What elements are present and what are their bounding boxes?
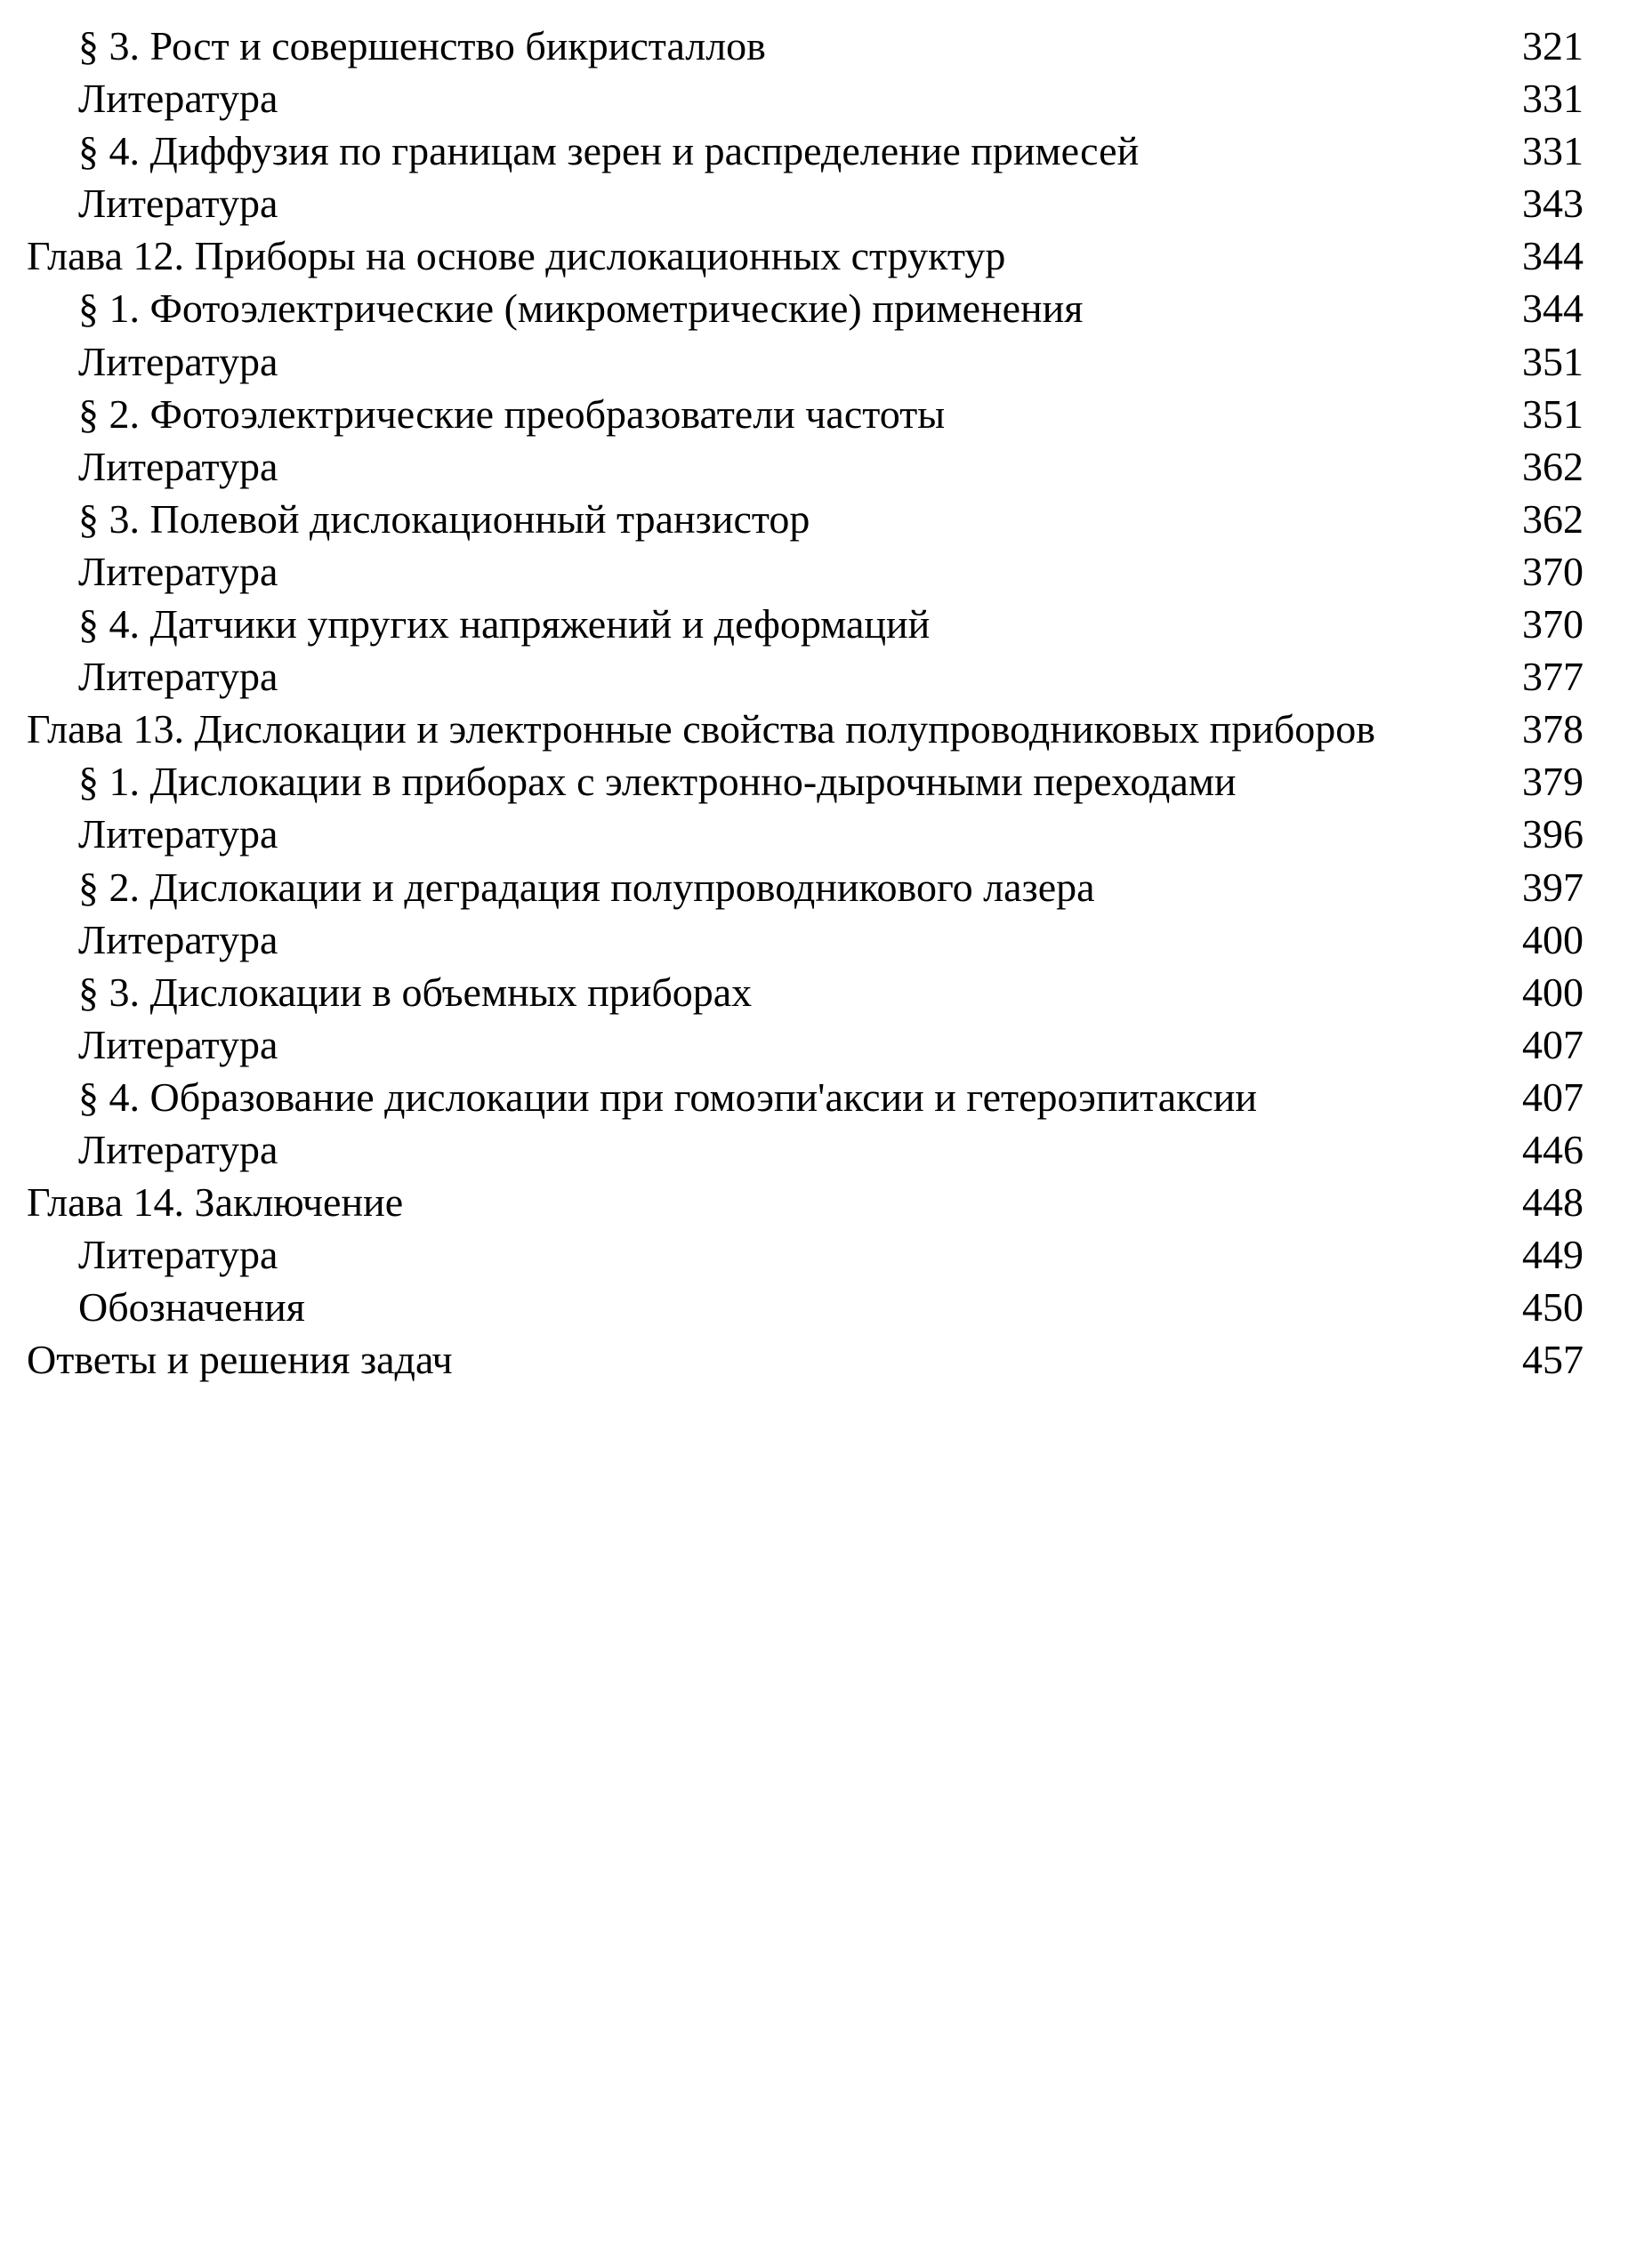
toc-entry-page: 378 (1522, 706, 1584, 752)
toc-entry-title: Литература (78, 181, 278, 227)
toc-entry-page: 446 (1522, 1126, 1584, 1172)
toc-entry-chapter (27, 229, 1584, 282)
toc-entry-title: Глава 13. Дислокации и электронные свойства полупроводниковых приборов (27, 706, 1375, 752)
toc-entry-page: 400 (1522, 916, 1584, 962)
toc-entry-references (27, 177, 1584, 229)
toc-entry-page: 321 (1522, 23, 1584, 68)
toc-entry-references (27, 650, 1584, 703)
toc-entry-title: § 2. Дислокации и деградация полупроводникового лазера (78, 864, 1095, 910)
toc-entry-references (27, 1018, 1584, 1071)
toc-entry-page: 331 (1522, 76, 1584, 122)
toc-entry-page: 379 (1522, 759, 1584, 805)
toc-entry-title: Литература (78, 654, 278, 700)
toc-entry-page: 344 (1522, 233, 1584, 279)
toc-entry-title: Литература (78, 1021, 278, 1067)
toc-entry-section (27, 966, 1584, 1018)
toc-entry-page: 351 (1522, 390, 1584, 437)
toc-entry-section (27, 1071, 1584, 1123)
toc-entry-section (27, 20, 1584, 72)
toc-entry-page: 370 (1522, 548, 1584, 594)
toc-entry-page: 449 (1522, 1232, 1584, 1278)
toc-entry-title: § 3. Полевой дислокационный транзистор (78, 495, 810, 542)
toc-entry-page: 407 (1522, 1074, 1584, 1120)
toc-entry-section (27, 598, 1584, 650)
toc-entry-title: Ответы и решения задач (27, 1337, 453, 1383)
toc-entry-title: § 4. Образование дислокации при гомоэпи'аксии и гетероэпитаксии (78, 1074, 1258, 1120)
toc-entry-title: § 4. Датчики упругих напряжений и деформаций (78, 601, 931, 647)
toc-entry-title: Обозначения (78, 1284, 305, 1331)
toc-entry-page: 370 (1522, 601, 1584, 647)
toc-entry-page: 448 (1522, 1179, 1584, 1226)
toc-entry-title: Глава 14. Заключение (27, 1179, 404, 1226)
toc-entry-title: § 4. Диффузия по границам зерен и распределение примесей (78, 128, 1140, 174)
toc-entry-section (27, 493, 1584, 545)
toc-entry-references (27, 440, 1584, 493)
toc-entry-references (27, 1123, 1584, 1176)
toc-entry-page: 407 (1522, 1021, 1584, 1067)
toc-entry-page: 344 (1522, 286, 1584, 332)
toc-entry-title: Литература (78, 811, 278, 857)
toc-entry-title: Литература (78, 1126, 278, 1172)
table-of-contents (27, 20, 1584, 1386)
toc-entry-title: Литература (78, 338, 278, 384)
toc-entry-page: 400 (1522, 969, 1584, 1015)
toc-entry-title: Литература (78, 76, 278, 122)
toc-entry-title: Литература (78, 916, 278, 962)
toc-entry-page: 331 (1522, 128, 1584, 174)
toc-entry-chapter (27, 703, 1584, 755)
toc-entry-page: 397 (1522, 864, 1584, 910)
toc-entry-section (27, 861, 1584, 913)
toc-entry-page: 343 (1522, 181, 1584, 227)
toc-entry-answers (27, 1333, 1584, 1386)
toc-entry-references (27, 808, 1584, 860)
toc-entry-page: 396 (1522, 811, 1584, 857)
toc-entry-title: § 3. Рост и совершенство бикристаллов (78, 23, 766, 68)
toc-entry-section (27, 282, 1584, 334)
toc-entry-references (27, 913, 1584, 966)
toc-entry-references (27, 335, 1584, 388)
toc-entry-title: § 1. Фотоэлектрические (микрометрические) применения (78, 286, 1084, 332)
toc-entry-references (27, 72, 1584, 125)
toc-entry-page: 377 (1522, 654, 1584, 700)
toc-entry-section (27, 125, 1584, 177)
toc-entry-references (27, 545, 1584, 598)
toc-entry-page: 351 (1522, 338, 1584, 384)
toc-entry-section (27, 755, 1584, 808)
toc-entry-page: 450 (1522, 1284, 1584, 1331)
toc-entry-title: § 2. Фотоэлектрические преобразователи частоты (78, 390, 946, 437)
toc-entry-title: Литература (78, 443, 278, 489)
toc-entry-title: Литература (78, 548, 278, 594)
toc-entry-title: § 3. Дислокации в объемных приборах (78, 969, 753, 1015)
toc-entry-references (27, 1228, 1584, 1281)
toc-entry-title: § 1. Дислокации в приборах с электронно-дырочными переходами (78, 759, 1237, 805)
toc-entry-page: 457 (1522, 1337, 1584, 1383)
toc-entry-page: 362 (1522, 443, 1584, 489)
toc-entry-page: 362 (1522, 495, 1584, 542)
toc-entry-title: Глава 12. Приборы на основе дислокационных структур (27, 233, 1006, 279)
toc-entry-title: Литература (78, 1232, 278, 1278)
toc-entry-section (27, 388, 1584, 440)
toc-entry-notation (27, 1281, 1584, 1333)
toc-entry-chapter (27, 1176, 1584, 1228)
